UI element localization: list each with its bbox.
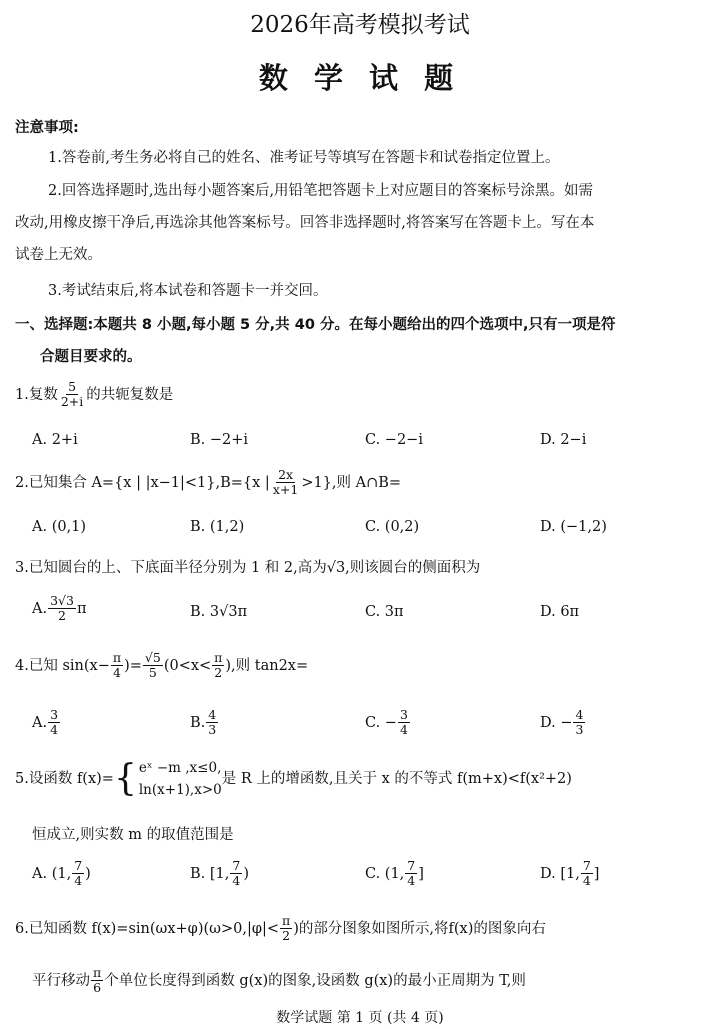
section-heading-line-1: 一、选择题:本题共 8 小题,每小题 5 分,共 40 分。在每小题给出的四个选项中,只有一项是符 (15, 317, 616, 333)
q4-option-b-label: B. (190, 714, 206, 731)
q1-option-a: A. 2+i (32, 432, 78, 448)
q2-text-1: 2.已知集合 A={x | |x−1|<1},B= (15, 474, 243, 491)
q4-text-4: ),则 tan2x= (225, 657, 309, 674)
page-footer: 数学试题 第 1 页 (共 4 页) (276, 1010, 444, 1026)
q4-option-a-denominator: 4 (50, 722, 59, 738)
q4-text-1: 4.已知 sin(x− (15, 657, 110, 674)
q5-option-b-close: ) (243, 865, 249, 882)
q4-option-d-fraction (573, 708, 585, 738)
q5-option-d-label: D. [1, (540, 865, 580, 882)
q6-pi-numerator: π (282, 913, 291, 928)
q4-option-a-numerator: 3 (50, 707, 59, 722)
q5-option-c-fraction (405, 859, 417, 889)
q5-option-c-label: C. (1, (365, 865, 405, 882)
q3-option-a (32, 594, 87, 624)
q4-option-a (32, 708, 61, 738)
notice-item-1: 1.答卷前,考生务必将自己的姓名、准考证号等填写在答题卡和试卷指定位置上。 (48, 150, 560, 166)
q1-option-d: D. 2−i (540, 432, 587, 448)
q5-piece-1: eˣ −m ,x≤0, (138, 760, 222, 776)
q5-piece-2: ln(x+1),x>0 (138, 782, 222, 798)
q2-option-c: C. (0,2) (365, 519, 420, 535)
question-1 (15, 380, 173, 410)
q5-option-c-close: ] (418, 865, 424, 882)
q5-option-c-numerator: 7 (407, 858, 416, 873)
q4-option-b-numerator: 4 (208, 707, 217, 722)
q6-text-2: )的部分图象如图所示,将f(x)的图象向右 (293, 920, 546, 937)
q5-text-2: 是 R 上的增函数,且关于 x 的不等式 f(m+x)<f(x²+2) (221, 771, 572, 787)
question-6 (15, 914, 546, 944)
q6-text-1: 6.已知函数 f(x)=sin(ωx+φ)(ω>0,|φ|< (15, 920, 280, 937)
q4-option-d-numerator: 4 (575, 707, 584, 722)
q5-text-1: 5.设函数 f(x)= (15, 771, 114, 787)
q6-pi-over-2 (280, 914, 292, 944)
q2-fraction-denominator: x+1 (272, 482, 299, 498)
q4-option-a-fraction (48, 708, 60, 738)
q5-option-b-numerator: 7 (232, 858, 241, 873)
q4-option-b (190, 708, 219, 738)
q5-option-c-denominator: 4 (407, 873, 416, 889)
q5-option-d-close: ] (593, 865, 600, 882)
section-heading-line-2: 合题目要求的。 (40, 349, 142, 365)
q4-option-d-denominator: 3 (575, 722, 584, 738)
q4-option-c-denominator: 4 (399, 722, 408, 738)
q3-option-b: B. 3√3π (190, 604, 248, 620)
q2-fraction (271, 468, 300, 498)
q4-option-b-fraction (206, 708, 218, 738)
q5-option-b-denominator: 4 (232, 873, 241, 889)
q4-option-c-fraction (398, 708, 410, 738)
q5-piecewise (114, 757, 222, 801)
q4-half-pi-numerator: π (214, 650, 223, 665)
q4-option-b-denominator: 3 (208, 722, 217, 738)
q5-option-a-close: ) (85, 865, 91, 882)
q1-option-c: C. −2−i (365, 432, 423, 448)
question-3: 3.已知圆台的上、下底面半径分别为 1 和 2,高为√3,则该圆台的侧面积为 (15, 560, 481, 576)
q4-text-3: (0<x< (163, 657, 212, 674)
notice-item-2-line-3: 试卷上无效。 (15, 247, 102, 263)
q5-option-d-denominator: 4 (582, 873, 591, 889)
q4-option-a-label: A. (32, 714, 48, 731)
q1-option-b: B. −2+i (190, 432, 249, 448)
notice-item-2-line-2: 改动,用橡皮擦干净后,再选涂其他答案标号。回答非选择题时,将答案写在答题卡上。写在本 (15, 215, 595, 231)
q5-option-c (365, 859, 424, 889)
q6-line-2 (32, 966, 526, 996)
question-5 (15, 757, 572, 801)
q4-pi-over-2 (212, 651, 224, 681)
q2-set-open: {x | (242, 474, 270, 491)
q4-option-d (540, 708, 586, 738)
q3-option-a-label: A. (32, 600, 48, 617)
q3-option-a-denominator: 2 (58, 608, 66, 624)
q5-option-a-numerator: 7 (74, 858, 83, 873)
notice-heading: 注意事项: (15, 120, 79, 136)
q4-ratio-numerator: √5 (144, 650, 161, 665)
q4-option-d-label: D. − (540, 714, 573, 731)
q1-suffix: 的共轭复数是 (86, 386, 174, 403)
q5-option-b-fraction (230, 859, 242, 889)
q2-option-d: D. (−1,2) (540, 519, 607, 535)
exam-title: 2026年高考模拟考试 (250, 12, 470, 38)
q1-fraction (59, 380, 85, 410)
subject-title: 数 学 试 题 (258, 61, 462, 95)
q6-line-2-b: 个单位长度得到函数 g(x)的图象,设函数 g(x)的最小正周期为 T,则 (104, 972, 526, 989)
q1-prefix: 1.复数 (15, 386, 58, 403)
q4-half-pi-denominator: 2 (214, 665, 223, 681)
q3-option-a-fraction (48, 594, 76, 624)
q5-option-a-fraction (72, 859, 84, 889)
q1-fraction-numerator: 5 (68, 379, 77, 394)
question-4 (15, 651, 308, 681)
q4-text-2: )= (124, 657, 142, 674)
q4-pi-denominator: 4 (112, 665, 121, 681)
q6-shift-numerator: π (93, 965, 102, 980)
q4-ratio-denominator: 5 (148, 665, 157, 681)
q5-option-a (32, 859, 91, 889)
q5-option-d (540, 859, 599, 889)
q5-option-a-denominator: 4 (74, 873, 83, 889)
q4-option-c-numerator: 3 (399, 707, 408, 722)
q5-option-d-fraction (581, 859, 593, 889)
q5-option-d-numerator: 7 (582, 858, 591, 873)
q6-shift-fraction (91, 966, 103, 996)
q1-fraction-denominator: 2+i (60, 394, 84, 410)
q5-option-b (190, 859, 249, 889)
q5-option-b-label: B. [1, (190, 865, 230, 882)
q2-set-close: >1},则 A∩B= (301, 474, 402, 491)
q4-option-c (365, 708, 411, 738)
notice-item-3: 3.考试结束后,将本试卷和答题卡一并交回。 (48, 283, 328, 299)
q5-option-a-label: A. (1, (32, 865, 72, 882)
q4-option-c-label: C. − (365, 714, 397, 731)
q6-pi-denominator: 2 (282, 928, 291, 944)
q4-pi-numerator: π (112, 650, 122, 665)
notice-item-2-line-1: 2.回答选择题时,选出每小题答案后,用铅笔把答题卡上对应题目的答案标号涂黑。如需 (48, 183, 594, 199)
q2-fraction-numerator: 2x (278, 467, 294, 482)
question-2 (15, 468, 401, 498)
q3-option-a-pi: π (76, 600, 87, 617)
q5-brace: { (113, 758, 137, 799)
q3-option-a-numerator: 3√3 (50, 593, 74, 608)
q4-sqrt5-over-5 (143, 651, 163, 681)
q2-option-b: B. (1,2) (190, 519, 245, 535)
q6-shift-denominator: 6 (93, 980, 102, 996)
q3-option-c: C. 3π (365, 604, 404, 620)
q6-line-2-a: 平行移动 (32, 972, 90, 989)
q3-option-d: D. 6π (540, 604, 580, 620)
q2-option-a: A. (0,1) (32, 519, 87, 535)
q4-pi-over-4 (111, 651, 123, 681)
q5-line-2: 恒成立,则实数 m 的取值范围是 (32, 827, 234, 843)
